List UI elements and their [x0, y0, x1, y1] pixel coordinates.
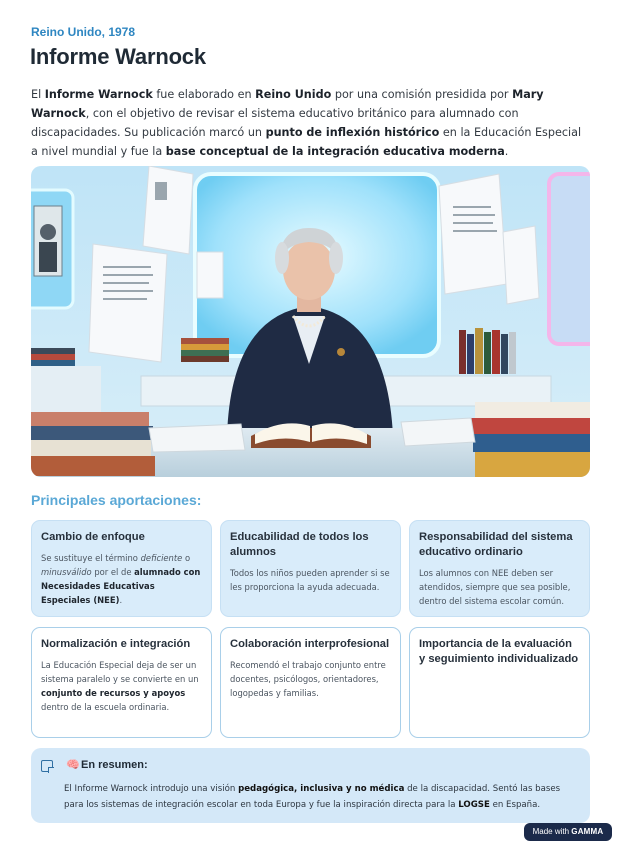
card-text: Los alumnos con NEE deben ser atendidos, siempre que sea posible, dentro del sistema escolar común. [419, 568, 571, 606]
intro-text: , con el objetivo de revisar el sistema educativo británico para alumnado con discapacidades. Su publicación marcó un [31, 107, 519, 139]
hero-illustration [31, 166, 590, 477]
card-bold-nee: alumnado con Necesidades Educativas Especiales (NEE) [41, 567, 201, 605]
card-normalizacion [31, 627, 212, 738]
card-educabilidad [220, 520, 401, 617]
intro-bold-base-conceptual: base conceptual de la integración educativa moderna [165, 145, 505, 158]
section-title: Principales aportaciones: [31, 492, 202, 508]
card-bold-recursos: conjunto de recursos y apoyos [41, 688, 186, 698]
intro-bold-punto-inflexion: punto de inflexión histórico [265, 126, 440, 139]
card-text [41, 551, 202, 607]
portrait-body [39, 242, 57, 272]
made-with-gamma-badge[interactable] [524, 823, 612, 841]
intro-paragraph [31, 85, 591, 161]
summary-text-part: El Informe Warnock introdujo una visión [64, 784, 239, 794]
card-italic-deficiente: deficiente [140, 553, 183, 563]
summary-title: En resumen: [81, 759, 148, 771]
note-icon [41, 760, 53, 772]
card-text: Todos los niños pueden aprender si se les proporciona la ayuda adecuada. [230, 568, 390, 592]
card-italic-minusvalido: minusválido [41, 567, 92, 577]
right-glow-panel [549, 174, 590, 344]
card-title: Educabilidad de todos los alumnos [230, 531, 369, 558]
card-text-part: o [182, 553, 191, 563]
card-text-part: . [119, 595, 123, 605]
card-responsabilidad-sistema [409, 520, 590, 617]
intro-text: . [504, 145, 509, 158]
intro-text: El [31, 88, 45, 101]
intro-text: fue elaborado en [152, 88, 256, 101]
badge-prefix: Made with [532, 827, 572, 836]
card-text: Recomendó el trabajo conjunto entre docentes, psicólogos, orientadores, logopedas y familias. [230, 660, 386, 698]
page-title: Informe Warnock [30, 44, 206, 69]
intro-text: por una comisión presidida por [331, 88, 513, 101]
brain-icon: 🧠 [66, 758, 80, 771]
left-shelf [31, 366, 101, 412]
card-evaluacion [409, 627, 590, 738]
card-title: Importancia de la evaluación y seguimiento individualizado [419, 638, 579, 665]
card-text-part: La Educación Especial deja de ser un sistema paralelo y se convierte en un [41, 660, 199, 684]
card-text-part: Se sustituye el término [41, 553, 141, 563]
card-text [41, 658, 202, 714]
summary-text [64, 781, 579, 813]
summary-box [31, 748, 590, 823]
card-text-part: dentro de la escuela ordinaria. [41, 702, 170, 712]
gamma-logo: GAMMA [571, 827, 604, 836]
portrait-head [40, 224, 56, 240]
summary-bold-logse: LOGSE [458, 800, 490, 810]
card-title: Colaboración interprofesional [230, 638, 390, 650]
intro-bold-mary-warnock: Mary Warnock [31, 88, 544, 120]
card-colaboracion [220, 627, 401, 738]
kicker-location-year: Reino Unido, 1978 [31, 25, 136, 39]
hero-illustration-svg [31, 166, 590, 477]
intro-bold-informe: Informe Warnock [44, 88, 153, 101]
intro-bold-reino-unido: Reino Unido [255, 88, 332, 101]
summary-text-part: en España. [489, 800, 541, 810]
card-title: Normalización e integración [41, 638, 191, 650]
card-title: Responsabilidad del sistema educativo ordinario [419, 531, 573, 558]
summary-text-part: de la discapacidad. Sentó las bases para los sistemas de integración escolar en toda Europa y fue la inspiración directa para la [64, 784, 561, 810]
card-title: Cambio de enfoque [41, 531, 145, 543]
intro-text: en la Educación Especial a nivel mundial y fue la [31, 126, 582, 158]
card-cambio-enfoque [31, 520, 212, 617]
card-text-part: por el de [91, 567, 135, 577]
summary-bold-vision: pedagógica, inclusiva y no médica [238, 784, 405, 794]
